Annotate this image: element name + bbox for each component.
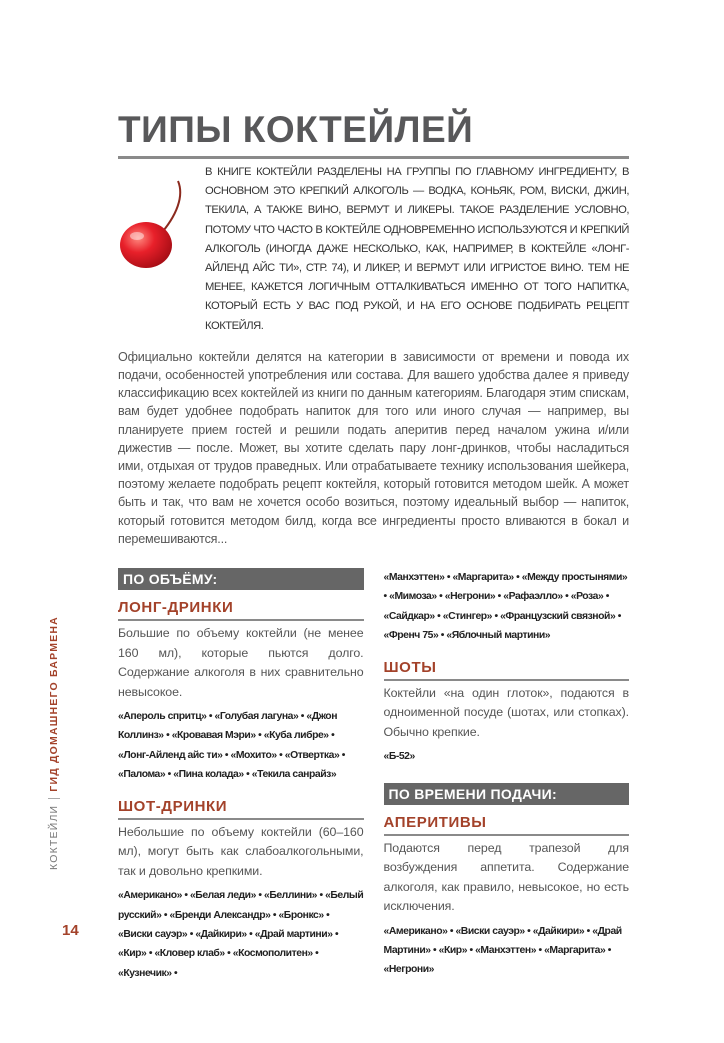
page-title: ТИПЫ КОКТЕЙЛЕЙ — [118, 109, 474, 150]
section-name: КОКТЕЙЛИ — [48, 804, 60, 870]
intro-block — [118, 163, 629, 336]
long-drinks-list: «Апероль спритц» • «Голубая лагуна» • «Джон Коллинз» • «Кровавая Мэри» • «Куба либре» • «Лонг-Айленд айс ти» • «Мохито» • «Отвертка» • «Палома» • «Пина колада» • «Текила санрайз» — [118, 711, 345, 781]
running-header — [48, 616, 60, 870]
page-number: 14 — [62, 922, 79, 939]
shots-list: «Б-52» — [383, 751, 415, 763]
heading-long-drinks: ЛОНГ-ДРИНКИ — [118, 598, 364, 621]
column-right — [384, 568, 630, 980]
title-divider — [118, 156, 629, 159]
heading-aperitifs: АПЕРИТИВЫ — [384, 813, 630, 836]
heading-shots: ШОТЫ — [384, 658, 630, 681]
aperitifs-list: «Американо» • «Виски сауэр» • «Дайкири» • «Драй Мартини» • «Кир» • «Манхэттен» • «Маргарита» • «Негрони» — [383, 925, 622, 976]
column-left — [118, 568, 364, 983]
shots-description: Коктейли «на один глоток», подаются в одноименной посуде (шотах, или стопках). Обычно крепкие. — [383, 685, 629, 739]
intro-text: В КНИГЕ КОКТЕЙЛИ РАЗДЕЛЕНЫ НА ГРУППЫ ПО ГЛАВНОМУ ИНГРЕДИЕНТУ, В ОСНОВНОМ ЭТО КРЕПКИЙ АЛКОГОЛЬ — ВОДКА, КОНЬЯК, РОМ, ВИСКИ, ДЖИН, ТЕКИЛА, А ТАКЖЕ ВИНО, ВЕРМУТ И ЛИКЕРЫ. ТАКОЕ РАЗДЕЛЕНИЕ УСЛОВНО, ПОТОМУ ЧТО ЧАСТО В КОКТЕЙЛЕ ОДНОВРЕМЕННО ИСПОЛЬЗУЮТСЯ И КРЕПКИЙ АЛКОГОЛЬ (ИНОГДА ДАЖЕ НЕСКОЛЬКО, КАК, НАПРИМЕР, В КОКТЕЙЛЕ «ЛОНГ-АЙЛЕНД АЙС ТИ», СТР. 74), И ЛИКЕР, И ВЕРМУТ ИЛИ ИГРИСТОЕ ВИНО. ТЕМ НЕ МЕНЕЕ, КАЖЕТСЯ ЛОГИЧНЫМ ОТТАЛКИВАТЬСЯ ИМЕННО ОТ ТОГО НАПИТКА, КОТОРЫЙ ЕСТЬ У ВАС ПОД РУКОЙ, И НА ЕГО ОСНОВЕ ПОДБИРАТЬ РЕЦЕПТ КОКТЕЙЛЯ. — [205, 166, 629, 332]
short-drinks-description: Небольшие по объему коктейли (60–160 мл), могут быть как слабоалкогольными, так и довольно крепкими. — [118, 824, 364, 878]
short-drinks-list-continued: «Манхэттен» • «Маргарита» • «Между простынями» • «Мимоза» • «Негрони» • «Рафаэлло» • «Роза» • «Сайдкар» • «Стингер» • «Французский связной» • «Френч 75» • «Яблочный мартини» — [383, 572, 628, 642]
cherry-icon — [118, 175, 193, 270]
body-paragraph: Официально коктейли делятся на категории в зависимости от времени и повода их подачи, особенностей употребления или состава. Для вашего удобства далее я приведу классификацию всех коктейлей из книги по данным категориям. Благодаря этим спискам, вам будет удобнее подобрать напиток для того или иного случая — например, вы планируете прием гостей и решили подать аперитив перед началом ужина и/или дижестив — после. Может, вы хотите сделать пару лонг-дринков, чтобы насладиться ими, отдыхая от трудов праведных. Или отрабатываете технику использования шейкера, поэтому желаете подобрать рецепт коктейля, который готовится методом шейк. А может быть и так, что вам не хочется особо возиться, поэтому идеальный выбор — напиток, который готовится методом билд, когда все ингредиенты просто вливаются в бокал и перемешиваются... — [118, 349, 629, 546]
section-heading-by-time: ПО ВРЕМЕНИ ПОДАЧИ: — [384, 783, 630, 805]
header-separator — [48, 798, 60, 799]
book-name: ГИД ДОМАШНЕГО БАРМЕНА — [48, 616, 60, 792]
heading-short-drinks: ШОТ-ДРИНКИ — [118, 797, 364, 820]
aperitifs-description: Подаются перед трапезой для возбуждения аппетита. Содержание алкоголя, как правило, невысокое, но есть исключения. — [383, 840, 629, 914]
category-columns — [118, 568, 629, 983]
section-heading-by-volume: ПО ОБЪЁМУ: — [118, 568, 364, 590]
short-drinks-list: «Американо» • «Белая леди» • «Беллини» • «Белый русский» • «Бренди Александр» • «Бронкс» • «Виски сауэр» • «Дайкири» • «Драй мартини» • «Кир» • «Кловер клаб» • «Космополитен» • «Кузнечик» • — [118, 890, 364, 979]
long-drinks-description: Большие по объему коктейли (не менее 160 мл), которые пьются долго. Содержание алкоголя в них сравнительно невысокое. — [118, 626, 364, 699]
